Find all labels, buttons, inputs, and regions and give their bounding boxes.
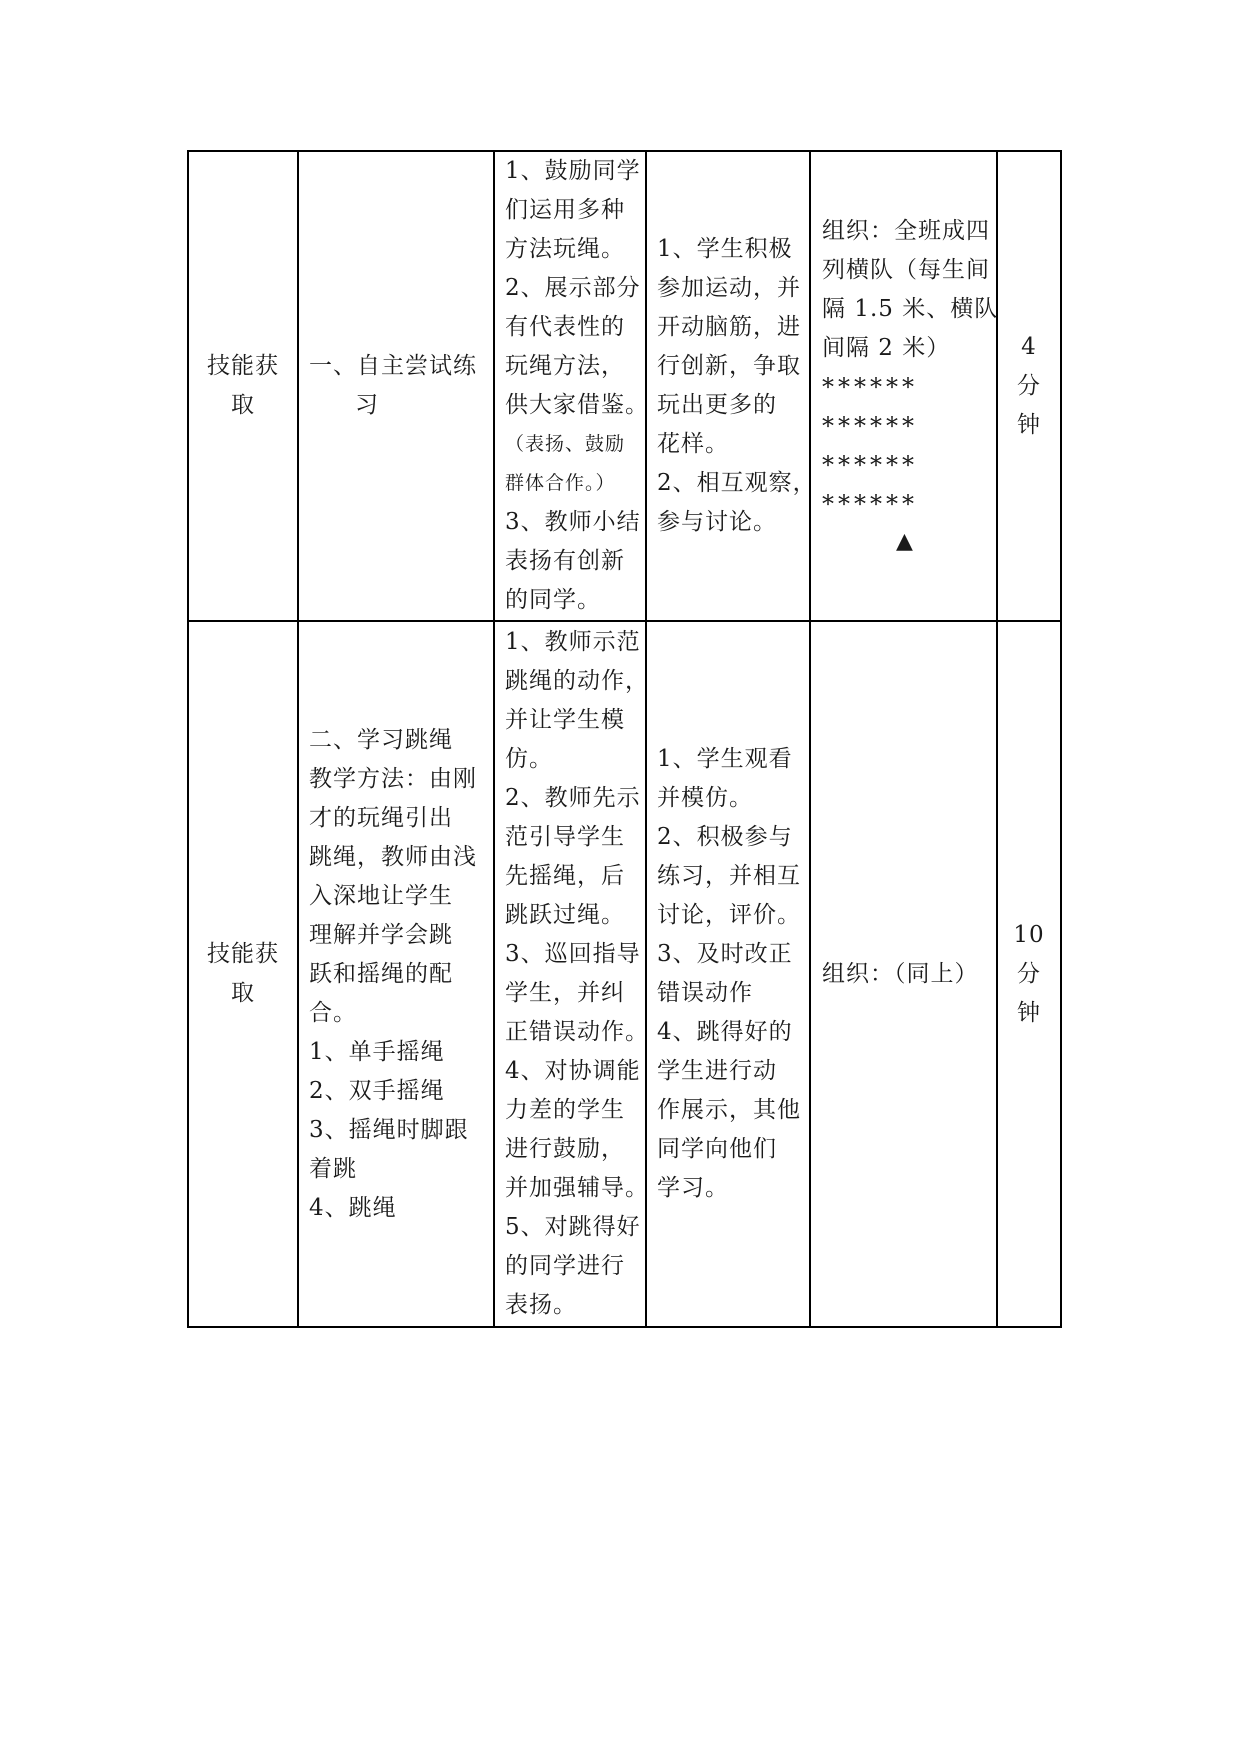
content-cell bbox=[298, 621, 494, 1327]
stage-cell bbox=[188, 621, 298, 1327]
teacher-text: 4、对协调能 bbox=[505, 1058, 641, 1084]
content-text: 着跳 bbox=[309, 1155, 357, 1182]
content-text: 二、学习跳绳 bbox=[309, 726, 453, 753]
content-text: 3、摇绳时脚跟 bbox=[309, 1116, 469, 1143]
content-text: 4、跳绳 bbox=[309, 1194, 397, 1221]
organization-text: 组织：（同上） bbox=[822, 960, 979, 987]
formation-row: ****** bbox=[822, 490, 918, 518]
student-text: 练习，并相互 bbox=[657, 863, 801, 889]
content-text: 合。 bbox=[309, 999, 357, 1026]
lesson-plan-table bbox=[187, 150, 1062, 1328]
student-text: 3、及时改正 bbox=[657, 941, 793, 967]
formation-row: ****** bbox=[822, 451, 918, 479]
student-text: 开动脑筋，进 bbox=[657, 314, 801, 340]
content-text: 跃和摇绳的配 bbox=[309, 960, 453, 987]
stage-text: 取 bbox=[231, 392, 255, 418]
teacher-text: 玩绳方法， bbox=[505, 353, 625, 379]
teacher-position-icon: ▲ bbox=[896, 529, 914, 554]
content-text: 1、单手摇绳 bbox=[309, 1038, 445, 1065]
teacher-activity-cell bbox=[494, 621, 649, 1327]
student-text: 并模仿。 bbox=[657, 785, 753, 811]
teacher-text: 群体合作。） bbox=[505, 472, 616, 494]
teacher-text: 1、教师示范 bbox=[505, 629, 641, 655]
teacher-text: 正错误动作。 bbox=[505, 1019, 649, 1045]
teacher-text: 仿。 bbox=[505, 746, 553, 772]
teacher-text: 力差的学生 bbox=[505, 1097, 625, 1123]
student-text: 1、学生积极 bbox=[657, 236, 793, 262]
teacher-activity-cell bbox=[494, 151, 649, 621]
organization-cell bbox=[810, 621, 997, 1327]
teacher-text: 5、对跳得好 bbox=[505, 1214, 641, 1240]
content-text: 理解并学会跳 bbox=[309, 921, 453, 948]
content-text: 跳绳，教师由浅 bbox=[309, 843, 477, 870]
teacher-text: 表扬。 bbox=[505, 1292, 577, 1318]
time-text: 分 bbox=[1017, 372, 1041, 399]
teacher-text: 3、教师小结 bbox=[505, 509, 641, 535]
student-activity-cell bbox=[646, 151, 817, 621]
table-row bbox=[188, 621, 1061, 1327]
teacher-text: 跳绳的动作， bbox=[505, 668, 649, 694]
student-text: 2、相互观察， bbox=[657, 470, 817, 496]
organization-text: 组织：全班成四 bbox=[822, 218, 990, 244]
time-text: 10 bbox=[1013, 921, 1045, 948]
student-text: 作展示，其他 bbox=[657, 1097, 801, 1123]
student-text: 花样。 bbox=[657, 431, 729, 457]
time-cell bbox=[997, 621, 1061, 1327]
teacher-text: 1、鼓励同学 bbox=[505, 158, 641, 184]
stage-text: 取 bbox=[231, 980, 255, 1006]
teacher-text: 的同学进行 bbox=[505, 1253, 625, 1279]
teacher-text: 3、巡回指导 bbox=[505, 941, 641, 967]
teacher-text: 方法玩绳。 bbox=[505, 236, 625, 262]
stage-text: 技能获 bbox=[207, 353, 279, 379]
stage-cell bbox=[188, 151, 298, 621]
student-text: 2、积极参与 bbox=[657, 824, 793, 850]
teacher-text: 并让学生模 bbox=[505, 707, 625, 733]
student-text: 同学向他们 bbox=[657, 1136, 777, 1162]
student-text: 错误动作 bbox=[657, 980, 753, 1006]
organization-text: 间隔 2 米） bbox=[822, 335, 951, 361]
student-text: 玩出更多的 bbox=[657, 392, 777, 418]
teacher-text: 学生，并纠 bbox=[505, 980, 625, 1006]
teacher-text: 跳跃过绳。 bbox=[505, 902, 625, 928]
content-text: 教学方法：由刚 bbox=[309, 765, 477, 792]
teacher-text: 的同学。 bbox=[505, 587, 601, 613]
content-text: 才的玩绳引出 bbox=[309, 804, 453, 831]
student-activity-cell bbox=[646, 621, 810, 1327]
teacher-text: 范引导学生 bbox=[505, 824, 625, 850]
teacher-text: 有代表性的 bbox=[505, 314, 625, 340]
organization-cell bbox=[810, 151, 997, 621]
content-cell bbox=[298, 151, 494, 621]
student-text: 参与讨论。 bbox=[657, 509, 777, 535]
student-text: 讨论，评价。 bbox=[657, 902, 801, 928]
content-text: 一、自主尝试练 bbox=[309, 353, 477, 379]
table-row bbox=[188, 151, 1061, 621]
teacher-text: 进行鼓励， bbox=[505, 1136, 625, 1162]
formation-row: ****** bbox=[822, 412, 918, 440]
teacher-text: 供大家借鉴。 bbox=[505, 392, 649, 418]
time-text: 钟 bbox=[1017, 999, 1041, 1026]
teacher-text: 2、展示部分 bbox=[505, 275, 641, 301]
time-cell bbox=[997, 151, 1061, 621]
student-text: 学习。 bbox=[657, 1175, 729, 1201]
student-text: 学生进行动 bbox=[657, 1058, 777, 1084]
student-text: 4、跳得好的 bbox=[657, 1019, 793, 1045]
student-text: 行创新，争取 bbox=[657, 353, 801, 379]
student-text: 参加运动，并 bbox=[657, 275, 801, 301]
formation-row: ****** bbox=[822, 373, 918, 401]
time-text: 分 bbox=[1017, 960, 1041, 987]
teacher-text: 先摇绳，后 bbox=[505, 863, 625, 889]
stage-text: 技能获 bbox=[207, 941, 279, 967]
teacher-text: 2、教师先示 bbox=[505, 785, 641, 811]
content-text: 习 bbox=[355, 392, 379, 418]
teacher-text: 表扬有创新 bbox=[505, 548, 625, 574]
teacher-text: 并加强辅导。 bbox=[505, 1175, 649, 1201]
time-text: 4 bbox=[1021, 333, 1037, 360]
organization-text: 隔 1.5 米、横队 bbox=[822, 296, 999, 322]
content-text: 入深地让学生 bbox=[309, 882, 453, 909]
teacher-text: 们运用多种 bbox=[505, 197, 625, 223]
student-text: 1、学生观看 bbox=[657, 746, 793, 772]
organization-text: 列横队（每生间 bbox=[822, 257, 990, 283]
time-text: 钟 bbox=[1017, 411, 1041, 438]
content-text: 2、双手摇绳 bbox=[309, 1077, 445, 1104]
teacher-text: （表扬、鼓励 bbox=[505, 433, 626, 455]
